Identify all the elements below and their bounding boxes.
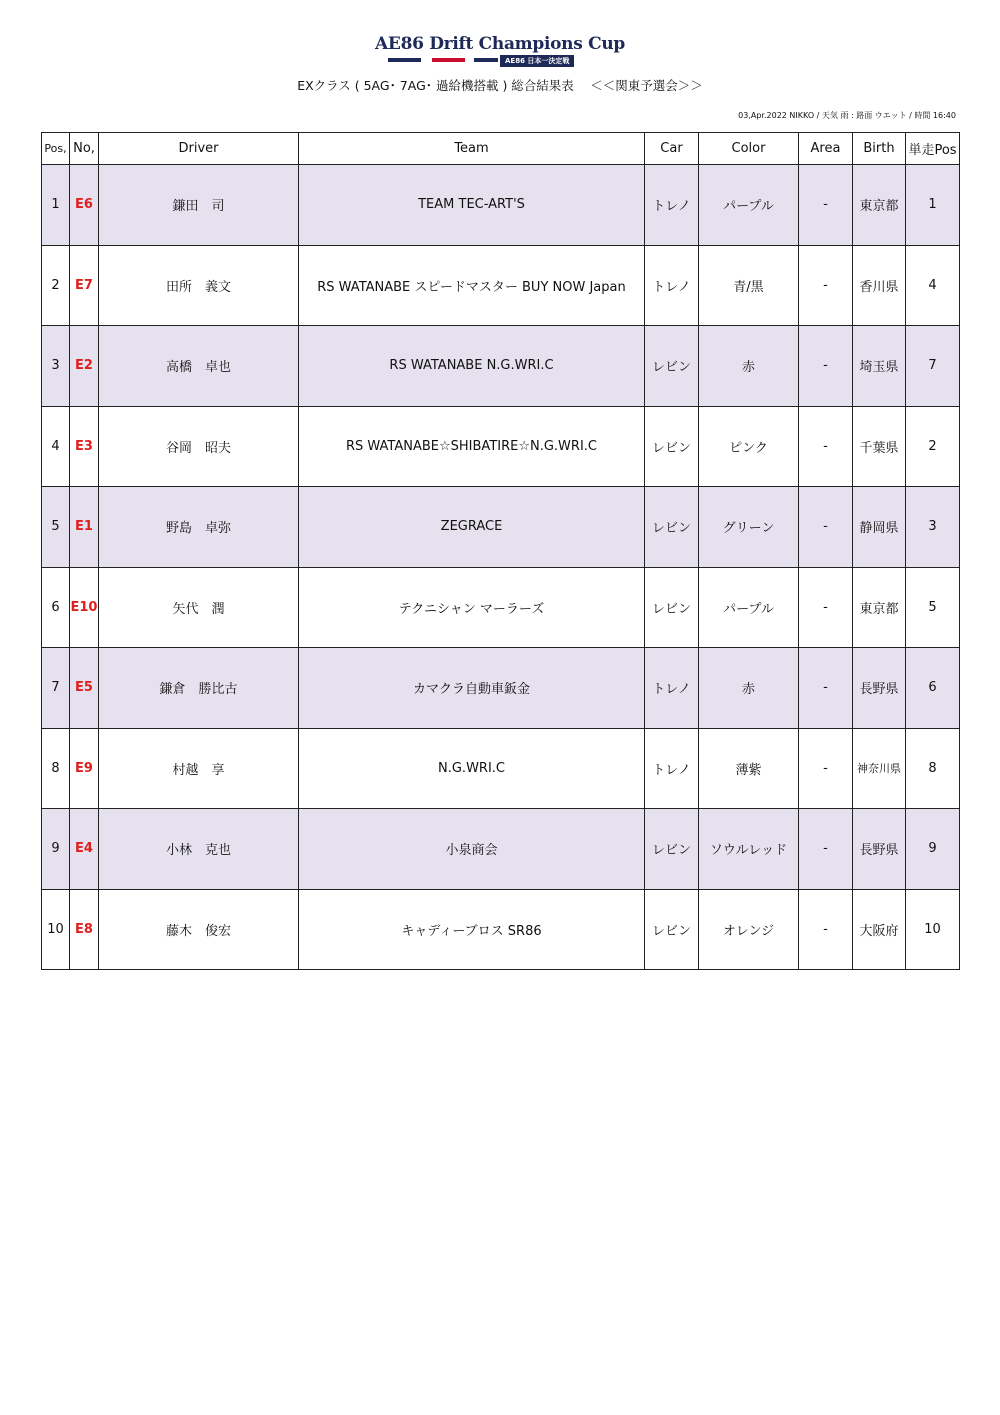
cell-color: ピンク xyxy=(699,406,799,487)
cell-area: - xyxy=(799,245,853,326)
cell-driver: 谷岡 昭夫 xyxy=(99,406,299,487)
cell-team: RS WATANABE スピードマスター BUY NOW Japan xyxy=(299,245,645,326)
event-info: 03,Apr.2022 NIKKO / 天気 雨 : 路面 ウエット / 時間 16:40 xyxy=(738,111,956,120)
cell-start-pos: 10 xyxy=(906,889,960,970)
cell-team: N.G.WRI.C xyxy=(299,728,645,809)
cell-start-pos: 5 xyxy=(906,567,960,648)
cell-car: トレノ xyxy=(645,165,699,246)
cell-team: キャディーブロス SR86 xyxy=(299,889,645,970)
table-row xyxy=(42,809,960,890)
cell-car: レビン xyxy=(645,809,699,890)
cell-pos: 9 xyxy=(42,809,70,890)
col-header-pos: Pos, xyxy=(42,133,70,165)
cell-birth: 静岡県 xyxy=(853,487,906,568)
cell-car-number: E9 xyxy=(70,728,99,809)
cell-pos: 5 xyxy=(42,487,70,568)
cell-color: 赤 xyxy=(699,326,799,407)
cell-car-number: E6 xyxy=(70,165,99,246)
cell-start-pos: 6 xyxy=(906,648,960,729)
cell-pos: 2 xyxy=(42,245,70,326)
cell-color: 赤 xyxy=(699,648,799,729)
document-title: EXクラス ( 5AG･ 7AG･ 過給機搭載 ) 総合結果表 ＜＜関東予選会＞＞ xyxy=(297,78,703,93)
cell-driver: 高橋 卓也 xyxy=(99,326,299,407)
cell-car: トレノ xyxy=(645,648,699,729)
cell-car: レビン xyxy=(645,326,699,407)
header-row xyxy=(42,133,960,165)
cell-pos: 10 xyxy=(42,889,70,970)
cell-birth: 東京都 xyxy=(853,567,906,648)
cell-driver: 鎌倉 勝比古 xyxy=(99,648,299,729)
col-header-no: No, xyxy=(70,133,99,165)
cell-pos: 7 xyxy=(42,648,70,729)
cell-start-pos: 7 xyxy=(906,326,960,407)
table-row xyxy=(42,648,960,729)
table-row xyxy=(42,728,960,809)
cell-start-pos: 4 xyxy=(906,245,960,326)
cell-car-number: E2 xyxy=(70,326,99,407)
table-row xyxy=(42,889,960,970)
col-header-car: Car xyxy=(645,133,699,165)
cell-car: レビン xyxy=(645,567,699,648)
cell-pos: 6 xyxy=(42,567,70,648)
col-header-area: Area xyxy=(799,133,853,165)
cell-start-pos: 3 xyxy=(906,487,960,568)
cell-driver: 藤木 俊宏 xyxy=(99,889,299,970)
cell-area: - xyxy=(799,165,853,246)
cell-start-pos: 9 xyxy=(906,809,960,890)
logo-title: AE86 Drift Champions Cup xyxy=(375,34,625,54)
cell-birth: 大阪府 xyxy=(853,889,906,970)
table-row xyxy=(42,165,960,246)
cell-color: 薄紫 xyxy=(699,728,799,809)
cell-pos: 1 xyxy=(42,165,70,246)
cell-team: TEAM TEC-ART'S xyxy=(299,165,645,246)
col-header-team: Team xyxy=(299,133,645,165)
cell-car-number: E10 xyxy=(70,567,99,648)
table-row xyxy=(42,245,960,326)
cell-car-number: E8 xyxy=(70,889,99,970)
cell-driver: 鎌田 司 xyxy=(99,165,299,246)
cell-color: グリーン xyxy=(699,487,799,568)
cell-area: - xyxy=(799,567,853,648)
cell-car: レビン xyxy=(645,487,699,568)
cell-car: トレノ xyxy=(645,245,699,326)
cell-pos: 3 xyxy=(42,326,70,407)
cell-area: - xyxy=(799,487,853,568)
cell-car-number: E7 xyxy=(70,245,99,326)
cell-birth: 埼玉県 xyxy=(853,326,906,407)
cell-color: パープル xyxy=(699,567,799,648)
cell-start-pos: 2 xyxy=(906,406,960,487)
cell-start-pos: 8 xyxy=(906,728,960,809)
col-header-start-pos: 単走Pos xyxy=(906,133,960,165)
cell-car: レビン xyxy=(645,406,699,487)
cell-birth: 千葉県 xyxy=(853,406,906,487)
cell-car-number: E3 xyxy=(70,406,99,487)
cell-driver: 小林 克也 xyxy=(99,809,299,890)
cell-area: - xyxy=(799,889,853,970)
cell-car-number: E5 xyxy=(70,648,99,729)
cell-birth: 長野県 xyxy=(853,809,906,890)
table-row xyxy=(42,487,960,568)
table-row xyxy=(42,406,960,487)
cell-team: RS WATANABE N.G.WRI.C xyxy=(299,326,645,407)
cell-driver: 田所 義文 xyxy=(99,245,299,326)
cell-team: テクニシャン マーラーズ xyxy=(299,567,645,648)
cell-pos: 8 xyxy=(42,728,70,809)
cell-pos: 4 xyxy=(42,406,70,487)
cell-driver: 矢代 潤 xyxy=(99,567,299,648)
results-table xyxy=(41,132,960,970)
table-row xyxy=(42,567,960,648)
cell-birth: 神奈川県 xyxy=(853,728,906,809)
cell-birth: 長野県 xyxy=(853,648,906,729)
col-header-driver: Driver xyxy=(99,133,299,165)
logo-stripe xyxy=(388,58,498,62)
cell-area: - xyxy=(799,648,853,729)
cell-team: カマクラ自動車鈑金 xyxy=(299,648,645,729)
cell-area: - xyxy=(799,326,853,407)
cell-area: - xyxy=(799,406,853,487)
cell-car-number: E4 xyxy=(70,809,99,890)
table-row xyxy=(42,326,960,407)
cell-birth: 東京都 xyxy=(853,165,906,246)
cell-color: パープル xyxy=(699,165,799,246)
event-logo xyxy=(360,34,640,68)
col-header-color: Color xyxy=(699,133,799,165)
cell-team: 小泉商会 xyxy=(299,809,645,890)
cell-driver: 野島 卓弥 xyxy=(99,487,299,568)
cell-color: オレンジ xyxy=(699,889,799,970)
cell-area: - xyxy=(799,809,853,890)
cell-car-number: E1 xyxy=(70,487,99,568)
cell-team: RS WATANABE☆SHIBATIRE☆N.G.WRI.C xyxy=(299,406,645,487)
cell-color: ソウルレッド xyxy=(699,809,799,890)
cell-color: 青/黒 xyxy=(699,245,799,326)
cell-birth: 香川県 xyxy=(853,245,906,326)
cell-start-pos: 1 xyxy=(906,165,960,246)
cell-car: トレノ xyxy=(645,728,699,809)
logo-subtitle: AE86 日本一決定戦 xyxy=(500,55,574,67)
cell-driver: 村越 享 xyxy=(99,728,299,809)
cell-car: レビン xyxy=(645,889,699,970)
cell-team: ZEGRACE xyxy=(299,487,645,568)
cell-area: - xyxy=(799,728,853,809)
col-header-birth: Birth xyxy=(853,133,906,165)
